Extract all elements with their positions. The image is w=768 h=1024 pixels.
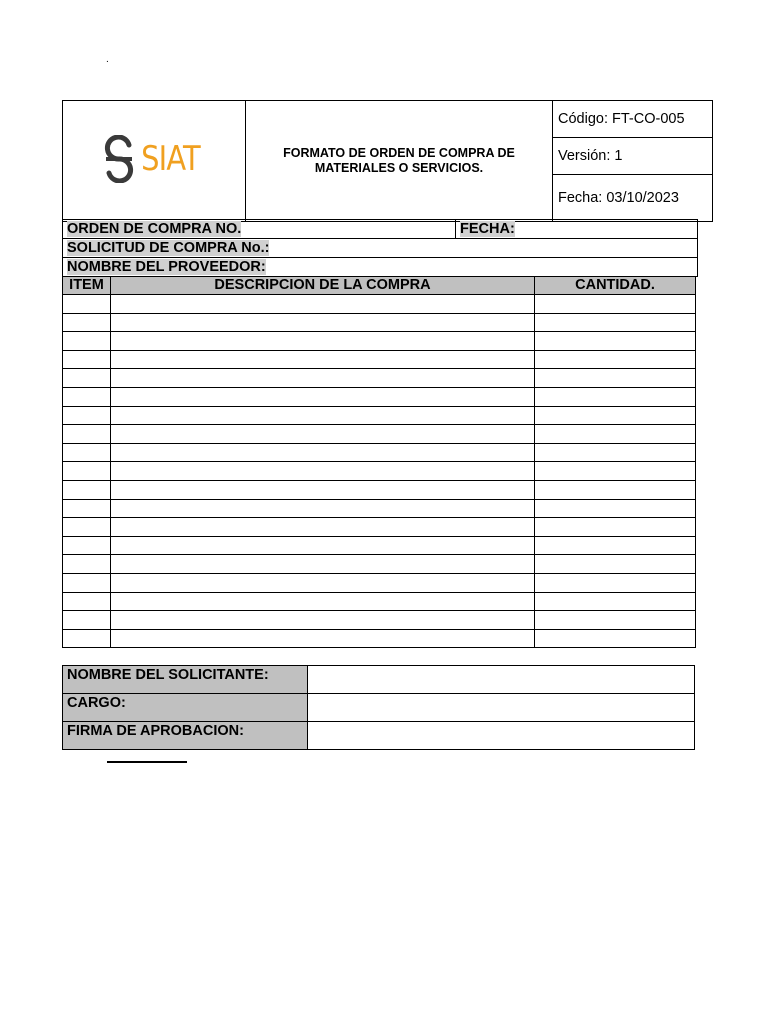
descripcion-cell[interactable]: [111, 518, 535, 537]
cantidad-cell[interactable]: [535, 518, 696, 537]
item-cell[interactable]: [63, 462, 111, 481]
version-cell: Versión: 1: [553, 138, 713, 175]
item-cell[interactable]: [63, 573, 111, 592]
order-info: [62, 219, 698, 277]
cargo-label: CARGO:: [63, 694, 308, 722]
item-cell[interactable]: [63, 369, 111, 388]
descripcion-cell[interactable]: [111, 611, 535, 630]
table-row: [63, 425, 696, 444]
item-cell[interactable]: [63, 629, 111, 648]
descripcion-cell[interactable]: [111, 443, 535, 462]
header-item: ITEM: [63, 277, 111, 295]
item-cell[interactable]: [63, 387, 111, 406]
cantidad-cell[interactable]: [535, 480, 696, 499]
cantidad-cell[interactable]: [535, 425, 696, 444]
descripcion-cell[interactable]: [111, 555, 535, 574]
table-row: [63, 555, 696, 574]
solicitante-input[interactable]: [308, 666, 695, 694]
header-cantidad: CANTIDAD.: [535, 277, 696, 295]
descripcion-cell[interactable]: [111, 387, 535, 406]
signature-table: [62, 665, 695, 750]
solicitud-compra-label: SOLICITUD DE COMPRA No.:: [67, 239, 270, 256]
table-row: [63, 462, 696, 481]
cantidad-cell[interactable]: [535, 573, 696, 592]
descripcion-cell[interactable]: [111, 629, 535, 648]
item-cell[interactable]: [63, 350, 111, 369]
logo-text: SIAT: [140, 138, 200, 179]
firma-label: FIRMA DE APROBACION:: [63, 722, 308, 750]
header-descripcion: DESCRIPCION DE LA COMPRA: [111, 277, 535, 295]
document-title: FORMATO DE ORDEN DE COMPRA DE MATERIALES O SERVICIOS.: [246, 101, 553, 222]
descripcion-cell[interactable]: [111, 499, 535, 518]
cantidad-cell[interactable]: [535, 313, 696, 332]
fecha-field[interactable]: [456, 220, 698, 239]
item-cell[interactable]: [63, 425, 111, 444]
table-row: [63, 518, 696, 537]
table-row: [63, 406, 696, 425]
cantidad-cell[interactable]: [535, 369, 696, 388]
table-row: [63, 499, 696, 518]
descripcion-cell[interactable]: [111, 313, 535, 332]
cargo-input[interactable]: [308, 694, 695, 722]
descripcion-cell[interactable]: [111, 592, 535, 611]
table-row: [63, 387, 696, 406]
items-body: [63, 295, 696, 648]
cantidad-cell[interactable]: [535, 406, 696, 425]
table-row: [63, 443, 696, 462]
table-row: [63, 592, 696, 611]
item-cell[interactable]: [63, 295, 111, 314]
cantidad-cell[interactable]: [535, 629, 696, 648]
item-cell[interactable]: [63, 499, 111, 518]
descripcion-cell[interactable]: [111, 369, 535, 388]
cantidad-cell[interactable]: [535, 536, 696, 555]
solicitante-label: NOMBRE DEL SOLICITANTE:: [63, 666, 308, 694]
descripcion-cell[interactable]: [111, 480, 535, 499]
item-cell[interactable]: [63, 332, 111, 351]
items-header-row: [63, 277, 696, 295]
item-cell[interactable]: [63, 313, 111, 332]
codigo-cell: Código: FT-CO-005: [553, 101, 713, 138]
descripcion-cell[interactable]: [111, 536, 535, 555]
descripcion-cell[interactable]: [111, 295, 535, 314]
cantidad-cell[interactable]: [535, 350, 696, 369]
proveedor-field[interactable]: [63, 258, 698, 277]
items-table: [62, 276, 696, 648]
underline-mark: [107, 761, 187, 763]
siat-logo: [104, 135, 205, 183]
table-row: [63, 611, 696, 630]
item-cell[interactable]: [63, 406, 111, 425]
cantidad-cell[interactable]: [535, 611, 696, 630]
document-header: [62, 100, 713, 222]
fecha-label: FECHA:: [460, 220, 515, 237]
cantidad-cell[interactable]: [535, 555, 696, 574]
cantidad-cell[interactable]: [535, 499, 696, 518]
item-cell[interactable]: [63, 611, 111, 630]
firma-input[interactable]: [308, 722, 695, 750]
item-cell[interactable]: [63, 518, 111, 537]
cantidad-cell[interactable]: [535, 332, 696, 351]
item-cell[interactable]: [63, 480, 111, 499]
table-row: [63, 629, 696, 648]
table-row: [63, 350, 696, 369]
descripcion-cell[interactable]: [111, 406, 535, 425]
cantidad-cell[interactable]: [535, 462, 696, 481]
item-cell[interactable]: [63, 443, 111, 462]
logo-cell: [63, 101, 246, 222]
proveedor-label: NOMBRE DEL PROVEEDOR:: [67, 258, 266, 275]
top-mark: .: [106, 54, 109, 65]
fecha-doc-cell: Fecha: 03/10/2023: [553, 175, 713, 222]
table-row: [63, 313, 696, 332]
table-row: [63, 369, 696, 388]
item-cell[interactable]: [63, 592, 111, 611]
cantidad-cell[interactable]: [535, 443, 696, 462]
orden-compra-label: ORDEN DE COMPRA NO.: [67, 220, 242, 237]
cantidad-cell[interactable]: [535, 387, 696, 406]
item-cell[interactable]: [63, 536, 111, 555]
table-row: [63, 332, 696, 351]
descripcion-cell[interactable]: [111, 573, 535, 592]
siat-logo-icon: [104, 135, 134, 183]
table-row: [63, 295, 696, 314]
descripcion-cell[interactable]: [111, 462, 535, 481]
descripcion-cell[interactable]: [111, 350, 535, 369]
cantidad-cell[interactable]: [535, 592, 696, 611]
table-row: [63, 573, 696, 592]
cantidad-cell[interactable]: [535, 295, 696, 314]
table-row: [63, 480, 696, 499]
descripcion-cell[interactable]: [111, 425, 535, 444]
item-cell[interactable]: [63, 555, 111, 574]
orden-compra-field[interactable]: [63, 220, 456, 239]
solicitud-compra-field[interactable]: [63, 239, 698, 258]
descripcion-cell[interactable]: [111, 332, 535, 351]
table-row: [63, 536, 696, 555]
